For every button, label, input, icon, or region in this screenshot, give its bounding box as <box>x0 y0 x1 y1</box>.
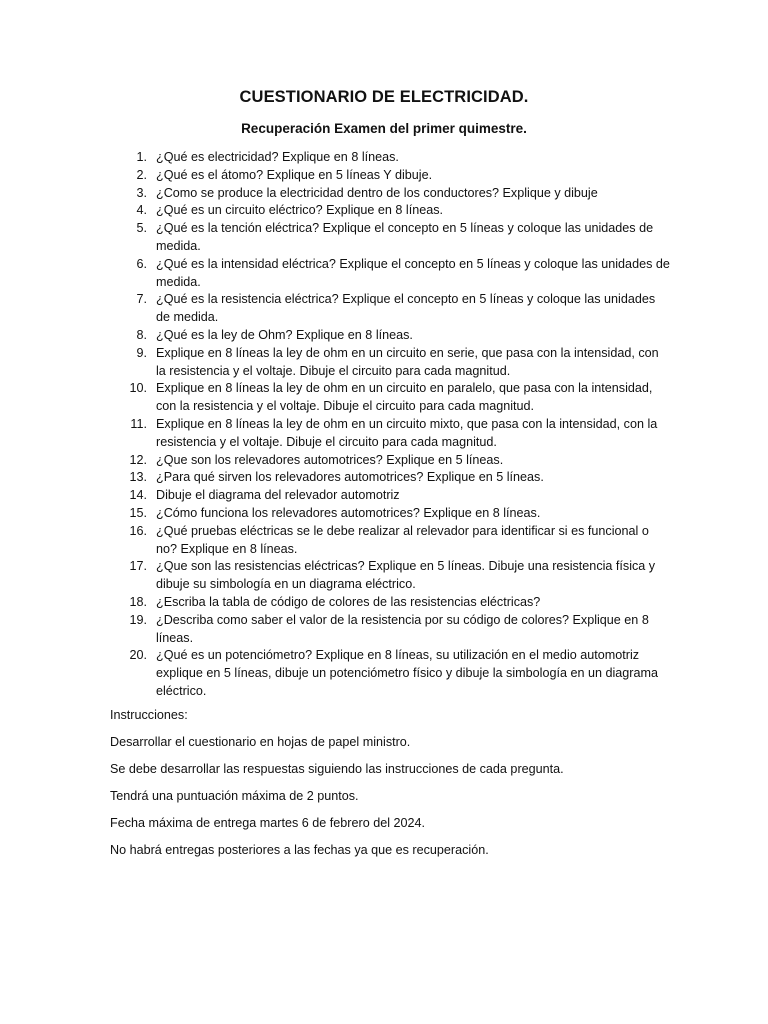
question-item <box>110 612 670 648</box>
question-item <box>110 647 670 700</box>
question-item <box>110 149 670 167</box>
question-number: 11. <box>130 416 147 431</box>
question-text: ¿Que son las resistencias eléctricas? Explique en 5 líneas. Dibuje una resistencia física y dibuje su simbología en un diagrama eléctrico. <box>156 559 656 592</box>
question-number: 2. <box>136 167 147 182</box>
question-item <box>110 594 670 612</box>
question-text: ¿Que son los relevadores automotrices? Explique en 5 líneas. <box>156 452 504 467</box>
question-text: Explique en 8 líneas la ley de ohm en un circuito en paralelo, que pasa con la intensidad, con la resistencia y el voltaje. Dibuje el circuito para cada magnitud. <box>156 381 653 414</box>
question-number: 19. <box>129 612 147 627</box>
question-number: 5. <box>136 221 147 236</box>
question-item <box>110 523 670 559</box>
question-list <box>110 149 670 701</box>
question-number: 4. <box>136 203 147 218</box>
question-number: 3. <box>136 185 147 200</box>
question-number: 15. <box>129 505 147 520</box>
question-text: Explique en 8 líneas la ley de ohm en un circuito mixto, que pasa con la intensidad, con la resistencia y el voltaje. Dibuje el circuito para cada magnitud. <box>156 416 658 449</box>
question-text: ¿Qué es la ley de Ohm? Explique en 8 líneas. <box>156 327 413 342</box>
question-text: ¿Qué es electricidad? Explique en 8 líneas. <box>156 150 399 164</box>
question-number: 14. <box>129 488 147 503</box>
instruction-line: Tendrá una puntuación máxima de 2 puntos. <box>110 789 359 803</box>
question-item <box>110 505 670 523</box>
instruction-line: Fecha máxima de entrega martes 6 de febrero del 2024. <box>110 816 426 830</box>
question-item <box>110 167 670 185</box>
question-text: ¿Qué es la resistencia eléctrica? Explique el concepto en 5 líneas y coloque las unidades de medida. <box>156 292 656 325</box>
question-number: 13. <box>129 470 147 485</box>
question-item <box>110 202 670 220</box>
question-number: 18. <box>129 594 147 609</box>
document-title: CUESTIONARIO DE ELECTRICIDAD. <box>239 88 529 106</box>
instructions-heading: Instrucciones: <box>110 708 188 722</box>
question-text: ¿Para qué sirven los relevadores automotrices? Explique en 5 líneas. <box>156 470 544 485</box>
instructions-section <box>110 707 670 869</box>
question-text: ¿Qué es un circuito eléctrico? Explique en 8 líneas. <box>156 203 444 218</box>
question-text: ¿Qué pruebas eléctricas se le debe realizar al relevador para identificar si es funcional o no? Explique en 8 líneas. <box>156 523 649 556</box>
question-item <box>110 345 670 381</box>
question-item <box>110 469 670 487</box>
instruction-line: Desarrollar el cuestionario en hojas de papel ministro. <box>110 735 411 749</box>
question-number: 6. <box>136 256 147 271</box>
question-text: ¿Qué es la intensidad eléctrica? Explique el concepto en 5 líneas y coloque las unidades de medida. <box>156 256 670 289</box>
question-text: ¿Cómo funciona los relevadores automotrices? Explique en 8 líneas. <box>156 505 541 520</box>
question-item <box>110 185 670 203</box>
question-item <box>110 327 670 345</box>
document-subtitle: Recuperación Examen del primer quimestre. <box>241 121 527 136</box>
question-number: 9. <box>136 345 147 360</box>
question-item <box>110 558 670 594</box>
question-number: 17. <box>129 559 147 574</box>
question-number: 12. <box>129 452 147 467</box>
question-number: 20. <box>129 648 147 663</box>
question-item <box>110 452 670 470</box>
question-number: 16. <box>129 523 147 538</box>
instruction-line: Se debe desarrollar las respuestas siguiendo las instrucciones de cada pregunta. <box>110 762 564 776</box>
question-text: ¿Qué es un potenciómetro? Explique en 8 líneas, su utilización en el medio automotriz explique en 5 líneas, dibuje un potenciómetro físico y dibuje la simbología en un diagrama eléctrico. <box>156 648 658 698</box>
question-text: Explique en 8 líneas la ley de ohm en un circuito en serie, que pasa con la intensidad, con la resistencia y el voltaje. Dibuje el circuito para cada magnitud. <box>156 345 659 378</box>
question-number: 7. <box>136 292 147 307</box>
question-text: ¿Como se produce la electricidad dentro de los conductores? Explique y dibuje <box>156 185 598 200</box>
question-item <box>110 380 670 416</box>
question-item <box>110 291 670 327</box>
question-number: 1. <box>136 150 147 164</box>
question-text: Dibuje el diagrama del relevador automotriz <box>156 488 400 503</box>
question-item <box>110 416 670 452</box>
instruction-line: No habrá entregas posteriores a las fechas ya que es recuperación. <box>110 843 489 857</box>
question-text: ¿Describa como saber el valor de la resistencia por su código de colores? Explique en 8 líneas. <box>156 612 649 645</box>
question-text: ¿Qué es la tención eléctrica? Explique el concepto en 5 líneas y coloque las unidades de medida. <box>156 221 654 253</box>
question-number: 8. <box>136 327 147 342</box>
question-item <box>110 487 670 505</box>
question-text: ¿Escriba la tabla de código de colores de las resistencias eléctricas? <box>156 594 541 609</box>
question-number: 10. <box>129 381 147 396</box>
question-item <box>110 220 670 256</box>
question-item <box>110 256 670 292</box>
question-text: ¿Qué es el átomo? Explique en 5 líneas Y dibuje. <box>156 167 433 182</box>
